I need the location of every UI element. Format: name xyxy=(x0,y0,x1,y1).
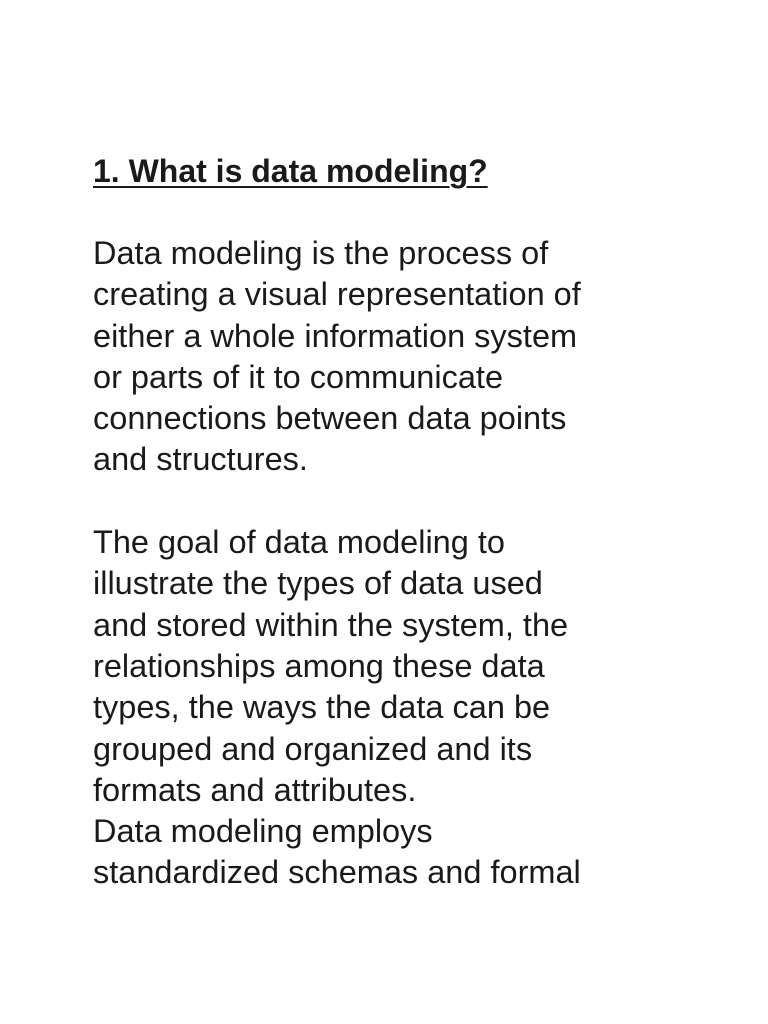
paragraph-spacer xyxy=(93,481,713,522)
text-line: and stored within the system, the xyxy=(93,606,569,643)
document-page xyxy=(93,150,713,894)
text-line: connections between data points xyxy=(93,400,567,437)
text-line: relationships among these data xyxy=(93,647,545,684)
text-line: illustrate the types of data used xyxy=(93,565,543,602)
paragraph-definition xyxy=(93,233,713,481)
text-line: The goal of data modeling to xyxy=(93,524,505,561)
text-line: grouped and organized and its xyxy=(93,730,533,767)
paragraph-schemas xyxy=(93,811,713,894)
section-heading: 1. What is data modeling? xyxy=(93,153,488,189)
text-line: or parts of it to communicate xyxy=(93,358,504,395)
text-line: creating a visual representation of xyxy=(93,276,581,313)
paragraph-goal xyxy=(93,522,713,811)
text-line: standardized schemas and formal xyxy=(93,854,581,891)
text-line: formats and attributes. xyxy=(93,771,417,808)
text-line: either a whole information system xyxy=(93,317,578,354)
text-line: types, the ways the data can be xyxy=(93,689,551,726)
text-line: and structures. xyxy=(93,441,308,478)
text-line: Data modeling employs xyxy=(93,813,433,850)
text-line: Data modeling is the process of xyxy=(93,235,549,271)
